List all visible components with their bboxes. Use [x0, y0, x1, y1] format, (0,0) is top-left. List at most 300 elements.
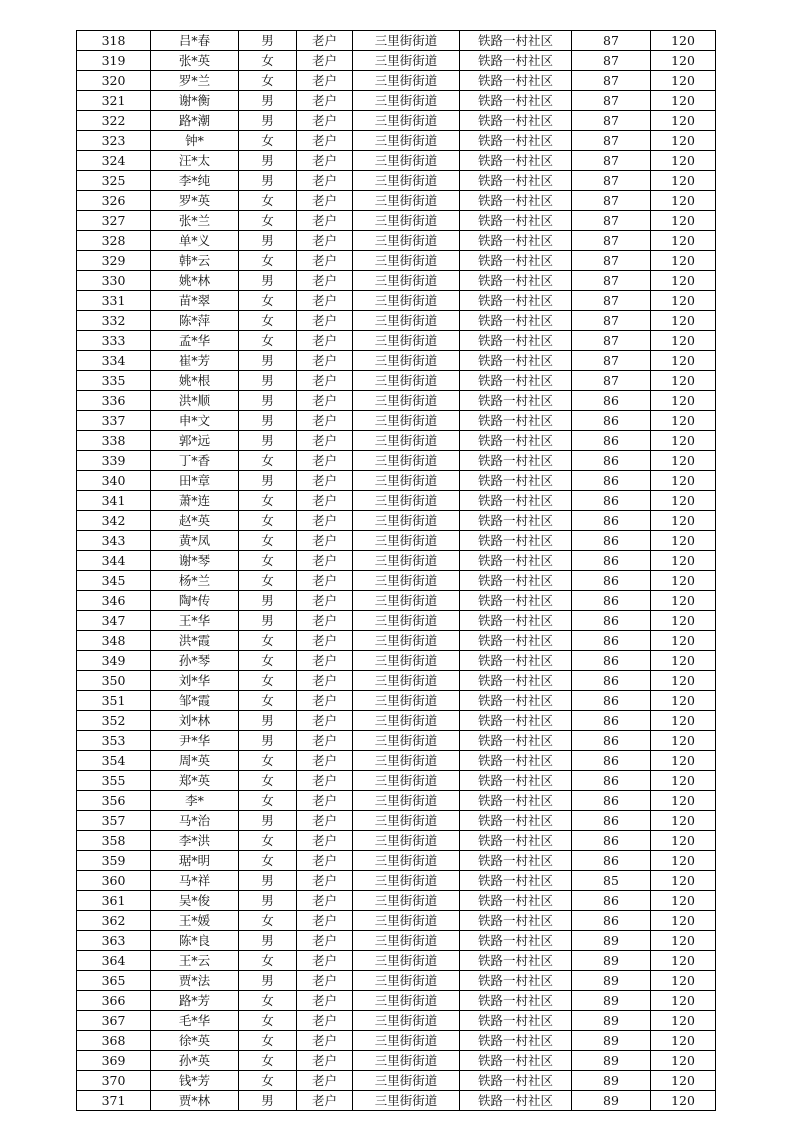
cell-community: 铁路一村社区 — [460, 371, 572, 391]
cell-subdistrict: 三里街街道 — [353, 391, 460, 411]
cell-gender: 女 — [239, 1051, 297, 1071]
cell-household-type: 老户 — [297, 431, 353, 451]
cell-age: 85 — [572, 871, 651, 891]
cell-household-type: 老户 — [297, 851, 353, 871]
cell-name: 贾*林 — [151, 1091, 239, 1111]
table-row — [77, 931, 716, 951]
cell-household-type: 老户 — [297, 311, 353, 331]
cell-serial-number: 338 — [77, 431, 151, 451]
cell-serial-number: 357 — [77, 811, 151, 831]
cell-name: 贾*法 — [151, 971, 239, 991]
cell-community: 铁路一村社区 — [460, 751, 572, 771]
cell-subdistrict: 三里街街道 — [353, 331, 460, 351]
cell-serial-number: 321 — [77, 91, 151, 111]
cell-amount: 120 — [651, 1011, 716, 1031]
cell-amount: 120 — [651, 411, 716, 431]
cell-serial-number: 345 — [77, 571, 151, 591]
cell-name: 孙*英 — [151, 1051, 239, 1071]
cell-amount: 120 — [651, 131, 716, 151]
cell-subdistrict: 三里街街道 — [353, 1091, 460, 1111]
cell-subdistrict: 三里街街道 — [353, 631, 460, 651]
cell-community: 铁路一村社区 — [460, 1011, 572, 1031]
cell-subdistrict: 三里街街道 — [353, 411, 460, 431]
cell-subdistrict: 三里街街道 — [353, 951, 460, 971]
cell-serial-number: 339 — [77, 451, 151, 471]
table-row — [77, 1071, 716, 1091]
cell-community: 铁路一村社区 — [460, 491, 572, 511]
cell-name: 尹*华 — [151, 731, 239, 751]
cell-age: 89 — [572, 1091, 651, 1111]
table-row — [77, 391, 716, 411]
table-row — [77, 231, 716, 251]
cell-gender: 男 — [239, 411, 297, 431]
cell-age: 89 — [572, 1031, 651, 1051]
cell-serial-number: 359 — [77, 851, 151, 871]
cell-household-type: 老户 — [297, 291, 353, 311]
cell-amount: 120 — [651, 931, 716, 951]
cell-serial-number: 327 — [77, 211, 151, 231]
cell-name: 李*洪 — [151, 831, 239, 851]
cell-age: 86 — [572, 631, 651, 651]
cell-name: 吕*春 — [151, 31, 239, 51]
cell-household-type: 老户 — [297, 271, 353, 291]
cell-name: 洪*霞 — [151, 631, 239, 651]
cell-household-type: 老户 — [297, 371, 353, 391]
cell-serial-number: 356 — [77, 791, 151, 811]
cell-age: 86 — [572, 771, 651, 791]
cell-community: 铁路一村社区 — [460, 811, 572, 831]
cell-household-type: 老户 — [297, 611, 353, 631]
cell-household-type: 老户 — [297, 891, 353, 911]
cell-age: 89 — [572, 971, 651, 991]
cell-age: 86 — [572, 391, 651, 411]
cell-household-type: 老户 — [297, 211, 353, 231]
cell-age: 86 — [572, 471, 651, 491]
cell-amount: 120 — [651, 391, 716, 411]
cell-amount: 120 — [651, 231, 716, 251]
cell-amount: 120 — [651, 71, 716, 91]
cell-gender: 女 — [239, 911, 297, 931]
cell-gender: 男 — [239, 371, 297, 391]
cell-gender: 女 — [239, 771, 297, 791]
cell-amount: 120 — [651, 471, 716, 491]
cell-community: 铁路一村社区 — [460, 471, 572, 491]
cell-age: 86 — [572, 611, 651, 631]
cell-serial-number: 361 — [77, 891, 151, 911]
cell-household-type: 老户 — [297, 71, 353, 91]
cell-serial-number: 350 — [77, 671, 151, 691]
cell-age: 87 — [572, 351, 651, 371]
table-row — [77, 151, 716, 171]
table-row — [77, 311, 716, 331]
cell-serial-number: 344 — [77, 551, 151, 571]
cell-age: 86 — [572, 591, 651, 611]
cell-name: 丁*香 — [151, 451, 239, 471]
cell-subdistrict: 三里街街道 — [353, 131, 460, 151]
cell-age: 87 — [572, 51, 651, 71]
table-row — [77, 531, 716, 551]
cell-community: 铁路一村社区 — [460, 291, 572, 311]
cell-serial-number: 328 — [77, 231, 151, 251]
cell-serial-number: 320 — [77, 71, 151, 91]
cell-household-type: 老户 — [297, 331, 353, 351]
table-row — [77, 951, 716, 971]
cell-household-type: 老户 — [297, 691, 353, 711]
cell-subdistrict: 三里街街道 — [353, 231, 460, 251]
cell-gender: 女 — [239, 251, 297, 271]
cell-age: 87 — [572, 311, 651, 331]
table-row — [77, 111, 716, 131]
cell-subdistrict: 三里街街道 — [353, 51, 460, 71]
table-row — [77, 271, 716, 291]
cell-name: 汪*太 — [151, 151, 239, 171]
table-row — [77, 131, 716, 151]
table-row — [77, 31, 716, 51]
cell-name: 郑*英 — [151, 771, 239, 791]
cell-gender: 男 — [239, 971, 297, 991]
cell-community: 铁路一村社区 — [460, 551, 572, 571]
cell-amount: 120 — [651, 211, 716, 231]
cell-gender: 男 — [239, 271, 297, 291]
table-row — [77, 791, 716, 811]
cell-serial-number: 340 — [77, 471, 151, 491]
cell-name: 王*云 — [151, 951, 239, 971]
cell-community: 铁路一村社区 — [460, 791, 572, 811]
table-row — [77, 431, 716, 451]
cell-amount: 120 — [651, 1031, 716, 1051]
cell-subdistrict: 三里街街道 — [353, 651, 460, 671]
cell-gender: 女 — [239, 311, 297, 331]
table-row — [77, 911, 716, 931]
cell-name: 马*治 — [151, 811, 239, 831]
cell-serial-number: 347 — [77, 611, 151, 631]
table-row — [77, 851, 716, 871]
cell-amount: 120 — [651, 451, 716, 471]
cell-community: 铁路一村社区 — [460, 951, 572, 971]
cell-serial-number: 348 — [77, 631, 151, 651]
cell-gender: 女 — [239, 331, 297, 351]
cell-amount: 120 — [651, 291, 716, 311]
cell-name: 姚*根 — [151, 371, 239, 391]
cell-serial-number: 355 — [77, 771, 151, 791]
cell-age: 86 — [572, 551, 651, 571]
cell-name: 徐*英 — [151, 1031, 239, 1051]
cell-name: 张*英 — [151, 51, 239, 71]
cell-subdistrict: 三里街街道 — [353, 811, 460, 831]
cell-household-type: 老户 — [297, 51, 353, 71]
table-row — [77, 331, 716, 351]
cell-gender: 女 — [239, 571, 297, 591]
cell-serial-number: 342 — [77, 511, 151, 531]
cell-name: 罗*兰 — [151, 71, 239, 91]
cell-subdistrict: 三里街街道 — [353, 791, 460, 811]
cell-name: 陈*萍 — [151, 311, 239, 331]
cell-gender: 女 — [239, 291, 297, 311]
cell-age: 86 — [572, 511, 651, 531]
cell-community: 铁路一村社区 — [460, 171, 572, 191]
cell-amount: 120 — [651, 811, 716, 831]
cell-name: 刘*华 — [151, 671, 239, 691]
cell-subdistrict: 三里街街道 — [353, 1031, 460, 1051]
table-row — [77, 511, 716, 531]
cell-household-type: 老户 — [297, 771, 353, 791]
cell-age: 86 — [572, 811, 651, 831]
cell-subdistrict: 三里街街道 — [353, 431, 460, 451]
cell-name: 谢*衡 — [151, 91, 239, 111]
cell-subdistrict: 三里街街道 — [353, 351, 460, 371]
cell-household-type: 老户 — [297, 111, 353, 131]
cell-community: 铁路一村社区 — [460, 771, 572, 791]
cell-gender: 男 — [239, 111, 297, 131]
cell-gender: 女 — [239, 451, 297, 471]
cell-gender: 女 — [239, 191, 297, 211]
cell-subdistrict: 三里街街道 — [353, 971, 460, 991]
cell-amount: 120 — [651, 971, 716, 991]
cell-household-type: 老户 — [297, 1071, 353, 1091]
cell-age: 86 — [572, 891, 651, 911]
cell-gender: 女 — [239, 831, 297, 851]
cell-community: 铁路一村社区 — [460, 971, 572, 991]
cell-gender: 女 — [239, 631, 297, 651]
cell-serial-number: 322 — [77, 111, 151, 131]
cell-age: 89 — [572, 951, 651, 971]
cell-community: 铁路一村社区 — [460, 691, 572, 711]
cell-age: 86 — [572, 791, 651, 811]
cell-age: 87 — [572, 291, 651, 311]
table-row — [77, 1051, 716, 1071]
cell-name: 罗*英 — [151, 191, 239, 211]
cell-subdistrict: 三里街街道 — [353, 451, 460, 471]
table-row — [77, 191, 716, 211]
cell-amount: 120 — [651, 791, 716, 811]
cell-community: 铁路一村社区 — [460, 391, 572, 411]
cell-subdistrict: 三里街街道 — [353, 271, 460, 291]
cell-subdistrict: 三里街街道 — [353, 291, 460, 311]
cell-gender: 女 — [239, 1011, 297, 1031]
cell-gender: 女 — [239, 851, 297, 871]
cell-gender: 女 — [239, 51, 297, 71]
cell-amount: 120 — [651, 991, 716, 1011]
cell-subdistrict: 三里街街道 — [353, 191, 460, 211]
cell-serial-number: 343 — [77, 531, 151, 551]
cell-name: 郭*远 — [151, 431, 239, 451]
cell-household-type: 老户 — [297, 551, 353, 571]
cell-name: 陶*传 — [151, 591, 239, 611]
cell-name: 路*芳 — [151, 991, 239, 1011]
cell-serial-number: 333 — [77, 331, 151, 351]
cell-community: 铁路一村社区 — [460, 911, 572, 931]
cell-name: 毛*华 — [151, 1011, 239, 1031]
cell-community: 铁路一村社区 — [460, 651, 572, 671]
cell-name: 黄*凤 — [151, 531, 239, 551]
cell-subdistrict: 三里街街道 — [353, 171, 460, 191]
cell-household-type: 老户 — [297, 931, 353, 951]
cell-community: 铁路一村社区 — [460, 271, 572, 291]
cell-serial-number: 363 — [77, 931, 151, 951]
cell-household-type: 老户 — [297, 251, 353, 271]
cell-community: 铁路一村社区 — [460, 151, 572, 171]
cell-community: 铁路一村社区 — [460, 831, 572, 851]
cell-subdistrict: 三里街街道 — [353, 611, 460, 631]
cell-community: 铁路一村社区 — [460, 531, 572, 551]
cell-age: 87 — [572, 111, 651, 131]
cell-gender: 男 — [239, 731, 297, 751]
cell-gender: 女 — [239, 491, 297, 511]
table-row — [77, 291, 716, 311]
cell-amount: 120 — [651, 151, 716, 171]
cell-amount: 120 — [651, 511, 716, 531]
cell-amount: 120 — [651, 631, 716, 651]
cell-serial-number: 365 — [77, 971, 151, 991]
cell-age: 86 — [572, 651, 651, 671]
cell-serial-number: 323 — [77, 131, 151, 151]
cell-household-type: 老户 — [297, 791, 353, 811]
cell-community: 铁路一村社区 — [460, 1031, 572, 1051]
cell-subdistrict: 三里街街道 — [353, 771, 460, 791]
cell-amount: 120 — [651, 891, 716, 911]
cell-subdistrict: 三里街街道 — [353, 731, 460, 751]
cell-subdistrict: 三里街街道 — [353, 911, 460, 931]
table-row — [77, 471, 716, 491]
table-row — [77, 711, 716, 731]
cell-serial-number: 353 — [77, 731, 151, 751]
cell-age: 86 — [572, 671, 651, 691]
cell-gender: 女 — [239, 651, 297, 671]
cell-subdistrict: 三里街街道 — [353, 371, 460, 391]
cell-age: 86 — [572, 851, 651, 871]
cell-serial-number: 358 — [77, 831, 151, 851]
table-row — [77, 51, 716, 71]
cell-name: 刘*林 — [151, 711, 239, 731]
cell-age: 87 — [572, 131, 651, 151]
cell-age: 86 — [572, 691, 651, 711]
cell-community: 铁路一村社区 — [460, 591, 572, 611]
table-row — [77, 591, 716, 611]
cell-household-type: 老户 — [297, 711, 353, 731]
cell-amount: 120 — [651, 171, 716, 191]
cell-amount: 120 — [651, 711, 716, 731]
cell-name: 陈*良 — [151, 931, 239, 951]
cell-age: 86 — [572, 531, 651, 551]
cell-amount: 120 — [651, 351, 716, 371]
table-row — [77, 1011, 716, 1031]
cell-amount: 120 — [651, 611, 716, 631]
cell-community: 铁路一村社区 — [460, 411, 572, 431]
cell-gender: 男 — [239, 591, 297, 611]
cell-age: 86 — [572, 491, 651, 511]
cell-amount: 120 — [651, 591, 716, 611]
cell-household-type: 老户 — [297, 831, 353, 851]
cell-age: 89 — [572, 1071, 651, 1091]
cell-amount: 120 — [651, 911, 716, 931]
cell-name: 孙*琴 — [151, 651, 239, 671]
cell-gender: 男 — [239, 91, 297, 111]
cell-name: 李* — [151, 791, 239, 811]
cell-serial-number: 366 — [77, 991, 151, 1011]
cell-name: 谢*琴 — [151, 551, 239, 571]
cell-household-type: 老户 — [297, 351, 353, 371]
cell-amount: 120 — [651, 1051, 716, 1071]
cell-household-type: 老户 — [297, 131, 353, 151]
cell-gender: 男 — [239, 1091, 297, 1111]
cell-amount: 120 — [651, 651, 716, 671]
cell-community: 铁路一村社区 — [460, 571, 572, 591]
cell-household-type: 老户 — [297, 451, 353, 471]
cell-gender: 女 — [239, 211, 297, 231]
cell-age: 87 — [572, 211, 651, 231]
cell-serial-number: 324 — [77, 151, 151, 171]
cell-amount: 120 — [651, 91, 716, 111]
cell-subdistrict: 三里街街道 — [353, 931, 460, 951]
table-row — [77, 251, 716, 271]
cell-serial-number: 351 — [77, 691, 151, 711]
cell-age: 87 — [572, 71, 651, 91]
cell-serial-number: 354 — [77, 751, 151, 771]
cell-amount: 120 — [651, 831, 716, 851]
cell-subdistrict: 三里街街道 — [353, 691, 460, 711]
cell-community: 铁路一村社区 — [460, 451, 572, 471]
cell-household-type: 老户 — [297, 951, 353, 971]
cell-age: 86 — [572, 411, 651, 431]
cell-subdistrict: 三里街街道 — [353, 871, 460, 891]
cell-amount: 120 — [651, 331, 716, 351]
cell-gender: 女 — [239, 951, 297, 971]
cell-gender: 男 — [239, 611, 297, 631]
cell-amount: 120 — [651, 1071, 716, 1091]
cell-subdistrict: 三里街街道 — [353, 891, 460, 911]
cell-household-type: 老户 — [297, 191, 353, 211]
cell-age: 86 — [572, 451, 651, 471]
cell-serial-number: 331 — [77, 291, 151, 311]
table-row — [77, 611, 716, 631]
cell-serial-number: 367 — [77, 1011, 151, 1031]
cell-gender: 男 — [239, 811, 297, 831]
cell-community: 铁路一村社区 — [460, 111, 572, 131]
cell-household-type: 老户 — [297, 971, 353, 991]
cell-serial-number: 352 — [77, 711, 151, 731]
cell-name: 邹*霞 — [151, 691, 239, 711]
cell-community: 铁路一村社区 — [460, 871, 572, 891]
cell-amount: 120 — [651, 51, 716, 71]
cell-gender: 女 — [239, 1031, 297, 1051]
cell-community: 铁路一村社区 — [460, 431, 572, 451]
cell-gender: 女 — [239, 71, 297, 91]
cell-gender: 男 — [239, 351, 297, 371]
cell-subdistrict: 三里街街道 — [353, 591, 460, 611]
cell-subdistrict: 三里街街道 — [353, 671, 460, 691]
cell-household-type: 老户 — [297, 591, 353, 611]
cell-serial-number: 326 — [77, 191, 151, 211]
cell-amount: 120 — [651, 871, 716, 891]
cell-amount: 120 — [651, 251, 716, 271]
table-row — [77, 811, 716, 831]
cell-subdistrict: 三里街街道 — [353, 31, 460, 51]
cell-subdistrict: 三里街街道 — [353, 711, 460, 731]
cell-name: 韩*云 — [151, 251, 239, 271]
cell-amount: 120 — [651, 491, 716, 511]
cell-name: 王*华 — [151, 611, 239, 631]
cell-serial-number: 319 — [77, 51, 151, 71]
cell-subdistrict: 三里街街道 — [353, 571, 460, 591]
cell-serial-number: 337 — [77, 411, 151, 431]
cell-gender: 男 — [239, 391, 297, 411]
cell-serial-number: 371 — [77, 1091, 151, 1111]
table-row — [77, 351, 716, 371]
cell-household-type: 老户 — [297, 531, 353, 551]
cell-amount: 120 — [651, 1091, 716, 1111]
cell-subdistrict: 三里街街道 — [353, 251, 460, 271]
cell-age: 87 — [572, 371, 651, 391]
